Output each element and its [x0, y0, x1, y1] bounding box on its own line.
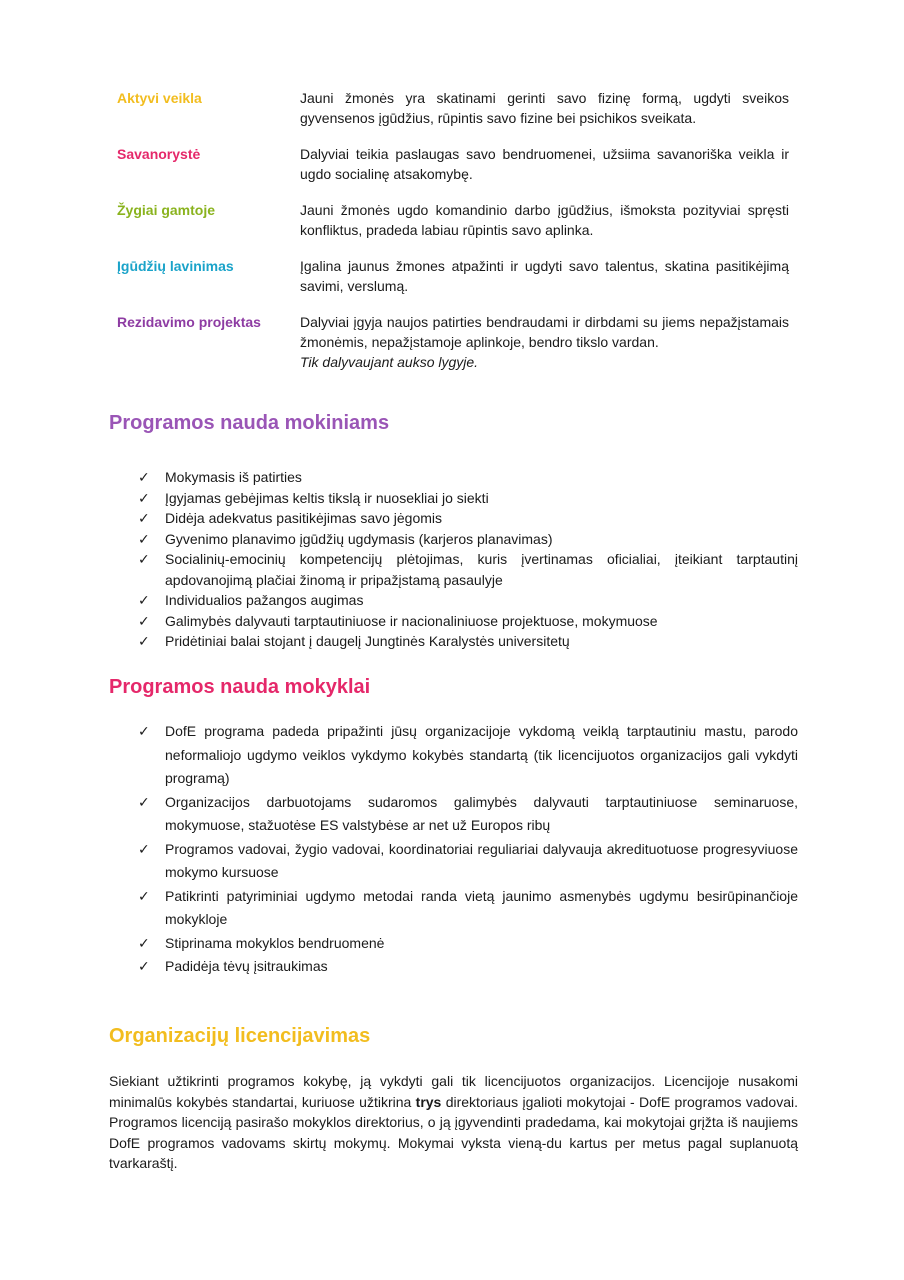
- checkmark-icon: ✓: [138, 934, 150, 951]
- list-item: ✓ Socialinių-emocinių kompetencijų plėtojimas, kuris įvertinamas oficialiai, įteikiant tarptautinį apdovanojimą plačiai žinomą ir pripažįstamą pasaulyje: [138, 549, 798, 590]
- activity-name: Aktyvi veikla: [117, 90, 202, 106]
- checkmark-icon: ✓: [138, 840, 150, 857]
- list-item: ✓ Mokymasis iš patirties: [138, 467, 798, 488]
- list-item: ✓ Stiprinama mokyklos bendruomenė: [138, 932, 798, 956]
- heading-licensing: Organizacijų licencijavimas: [109, 1025, 371, 1047]
- activity-name: Savanorystė: [117, 146, 201, 162]
- activity-row: [117, 256, 789, 296]
- activities-table: [117, 88, 789, 388]
- activity-row: [117, 312, 789, 372]
- checkmark-icon: ✓: [138, 887, 150, 904]
- activity-description: Dalyviai įgyja naujos patirties bendraudami ir dirbdami su jiems nepažįstamais žmonėmis, nepažįstamoje aplinkoje, bendro tikslo vardan. Tik dalyvaujant aukso lygyje.: [300, 314, 789, 370]
- list-item: ✓ Galimybės dalyvauti tarptautiniuose ir nacionaliniuose projektuose, mokymuose: [138, 611, 798, 632]
- checkmark-icon: ✓: [138, 510, 150, 526]
- checkmark-icon: ✓: [138, 489, 150, 506]
- list-item: ✓ Gyvenimo planavimo įgūdžių ugdymasis (karjeros planavimas): [138, 529, 798, 550]
- checkmark-icon: ✓: [138, 633, 150, 649]
- list-item: ✓ DofE programa padeda pripažinti jūsų organizacijoje vykdomą veiklą tarptautiniu mastu, parodo neformaliojo ugdymo veiklos vykdymo kokybės standartą (tik licencijuotos organizacijos gali vykdyti programą): [138, 720, 798, 791]
- checkmark-icon: ✓: [138, 723, 150, 739]
- checkmark-icon: ✓: [138, 793, 150, 810]
- licensing-paragraph: Siekiant užtikrinti programos kokybę, ją vykdyti gali tik licencijuotos organizacijos. Licencijoje nusakomi minimalūs kokybės standartai, kuriuose užtikrina trys direktoriaus įgalioti mokytojai - DofE programos vadovai. Programos licenciją pasirašo mokyklos direktorius, o ją įgyvendinti pradedama, kai mokytojai grįžta iš naujiems DofE programos vadovams skirtų mokymų. Mokymai vyksta vieną-du kartus per metus pagal suplanuotą tvarkaraštį.: [109, 1073, 798, 1171]
- activity-name: Įgūdžių lavinimas: [117, 258, 234, 274]
- list-item: ✓ Organizacijos darbuotojams sudaromos galimybės dalyvauti tarptautiniuose seminaruose, mokymuose, stažuotėse ES valstybėse ar net už Europos ribų: [138, 791, 798, 838]
- checkmark-icon: ✓: [138, 469, 150, 485]
- activity-row: [117, 144, 789, 184]
- checkmark-icon: ✓: [138, 592, 150, 608]
- emphasis: trys: [415, 1093, 442, 1110]
- activity-description: Įgalina jaunus žmones atpažinti ir ugdyti savo talentus, skatina pasitikėjimą savimi, verslumą.: [300, 258, 789, 294]
- benefits-school-list: [138, 720, 798, 979]
- activity-name: Rezidavimo projektas: [117, 314, 261, 330]
- list-item: ✓ Patikrinti patyriminiai ugdymo metodai randa vietą jaunimo asmenybės ugdymu besirūpinančioje mokykloje: [138, 885, 798, 932]
- activity-description: Jauni žmonės ugdo komandinio darbo įgūdžius, išmoksta pozityviai spręsti konfliktus, pradeda labiau rūpintis savo aplinka.: [300, 202, 789, 238]
- list-item: ✓ Didėja adekvatus pasitikėjimas savo jėgomis: [138, 508, 798, 529]
- checkmark-icon: ✓: [138, 530, 150, 547]
- activity-row: [117, 200, 789, 240]
- activity-description: Dalyviai teikia paslaugas savo bendruomenei, užsiima savanoriška veikla ir ugdo socialinę atsakomybę.: [300, 146, 789, 182]
- heading-benefits-students: Programos nauda mokiniams: [109, 412, 390, 434]
- activity-row: [117, 88, 789, 128]
- heading-benefits-school: Programos nauda mokyklai: [109, 676, 371, 698]
- list-item: ✓ Įgyjamas gebėjimas keltis tikslą ir nuosekliai jo siekti: [138, 488, 798, 509]
- list-item: ✓ Programos vadovai, žygio vadovai, koordinatoriai reguliariai dalyvauja akredituotuose progresyviuose mokymo kursuose: [138, 838, 798, 885]
- list-item: ✓ Individualios pažangos augimas: [138, 590, 798, 611]
- activity-note: Tik dalyvaujant aukso lygyje.: [300, 354, 479, 370]
- checkmark-icon: ✓: [138, 551, 150, 567]
- benefits-students-list: [138, 467, 798, 652]
- list-item: ✓ Padidėja tėvų įsitraukimas: [138, 955, 798, 979]
- list-item: ✓ Pridėtiniai balai stojant į daugelį Jungtinės Karalystės universitetų: [138, 631, 798, 652]
- checkmark-icon: ✓: [138, 612, 150, 629]
- activity-name: Žygiai gamtoje: [117, 202, 216, 218]
- activity-description: Jauni žmonės yra skatinami gerinti savo fizinę formą, ugdyti sveikos gyvensenos įgūdžius, rūpintis savo fizine bei psichikos sveikata.: [300, 90, 789, 126]
- checkmark-icon: ✓: [138, 958, 150, 974]
